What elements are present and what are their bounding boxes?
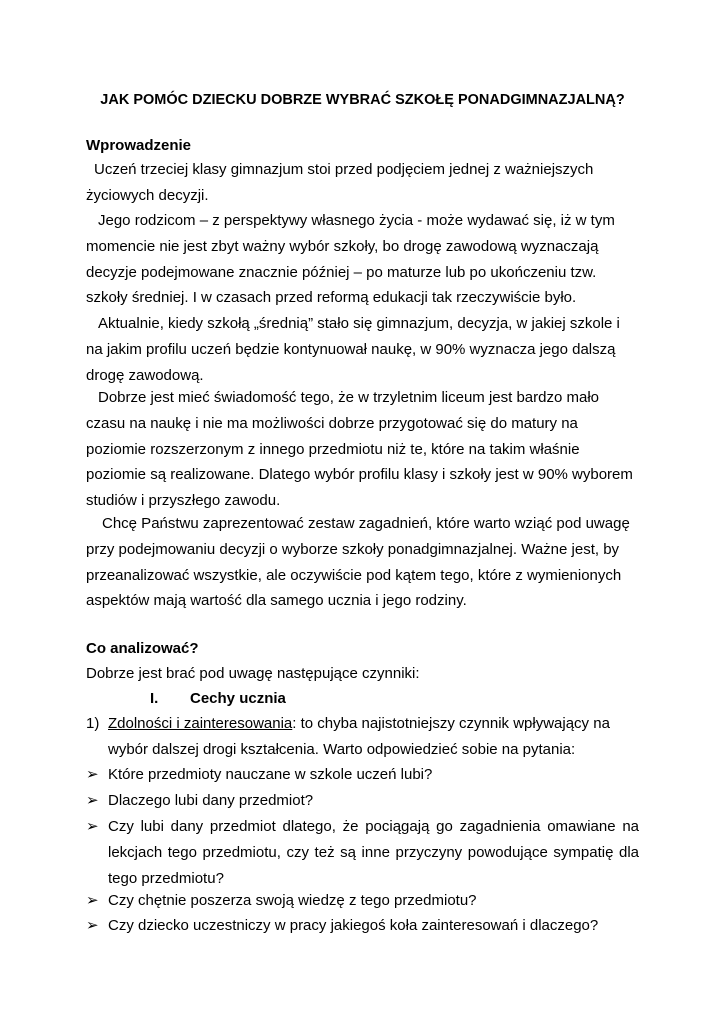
intro-paragraph-4: Dobrze jest mieć świadomość tego, że w trzyletnim liceum jest bardzo mało czasu na naukę i nie ma możliwości dobrze przygotować się do matury na poziomie rozszerzonym z innego przedmiotu niż te, które na takim właśnie poziomie są realizowane. Dlatego wybór profilu klasy i szkoły jest w 90% wyborem studiów i przyszłego zawodu. <box>86 389 633 510</box>
analysis-lead: Dobrze jest brać pod uwagę następujące czynniki: <box>86 665 420 682</box>
arrow-bullet-icon: ➢ <box>86 792 99 809</box>
section-heading <box>150 690 286 707</box>
arrow-bullet-icon: ➢ <box>86 818 99 835</box>
item-text: : to chyba najistotniejszy czynnik wpływający na wybór dalszej drogi kształcenia. Warto odpowiedzieć sobie na pytania: <box>108 715 610 758</box>
item-underlined-term: Zdolności i zainteresowania <box>108 715 293 732</box>
analysis-heading: Co analizować? <box>86 640 199 657</box>
document-title: JAK POMÓC DZIECKU DOBRZE WYBRAĆ SZKOŁĘ PONADGIMNAZJALNĄ? <box>100 92 625 108</box>
arrow-bullet-icon: ➢ <box>86 917 99 934</box>
bullet-item <box>86 814 639 891</box>
bullet-item <box>86 913 639 939</box>
list-item-1 <box>86 711 639 763</box>
bullet-text: Czy lubi dany przedmiot dlatego, że pociągają go zagadnienia omawiane na lekcjach tego przedmiotu, czy też są inne przyczyny powodujące sympatię dla tego przedmiotu? <box>108 818 639 887</box>
section-number: I. <box>150 690 159 707</box>
arrow-bullet-icon: ➢ <box>86 892 99 909</box>
item-number: 1) <box>86 715 100 732</box>
intro-paragraph-2: Jego rodzicom – z perspektywy własnego życia - może wydawać się, iż w tym momencie nie jest zbyt ważny wybór szkoły, bo drogę zawodową wyznaczają decyzje podejmowane znacznie później – po maturze lub po ukończeniu tzw. szkoły średniej. I w czasach przed reformą edukacji tak rzeczywiście było. <box>86 212 615 307</box>
bullet-text: Czy dziecko uczestniczy w pracy jakiegoś koła zainteresowań i dlaczego? <box>108 917 599 934</box>
bullet-item <box>86 762 639 788</box>
section-title: Cechy ucznia <box>190 690 286 707</box>
bullet-item <box>86 788 639 814</box>
intro-paragraph-3: Aktualnie, kiedy szkołą „średnią” stało się gimnazjum, decyzja, w jakiej szkole i na jakim profilu uczeń będzie kontynuował naukę, w 90% wyznacza jego dalszą drogę zawodową. <box>86 315 620 384</box>
bullet-text: Dlaczego lubi dany przedmiot? <box>108 792 314 809</box>
bullet-text: Które przedmioty nauczane w szkole uczeń lubi? <box>108 766 433 783</box>
bullet-text: Czy chętnie poszerza swoją wiedzę z tego przedmiotu? <box>108 892 477 909</box>
intro-paragraph-5: Chcę Państwu zaprezentować zestaw zagadnień, które warto wziąć pod uwagę przy podejmowaniu decyzji o wyborze szkoły ponadgimnazjalnej. Ważne jest, by przeanalizować wszystkie, ale oczywiście pod kątem tego, które z wymienionych aspektów mają wartość dla samego ucznia i jego rodziny. <box>86 515 630 610</box>
intro-paragraph-1: Uczeń trzeciej klasy gimnazjum stoi przed podjęciem jednej z ważniejszych życiowych decyzji. <box>86 161 594 204</box>
arrow-bullet-icon: ➢ <box>86 766 99 783</box>
intro-heading: Wprowadzenie <box>86 137 192 154</box>
bullet-item <box>86 888 639 914</box>
